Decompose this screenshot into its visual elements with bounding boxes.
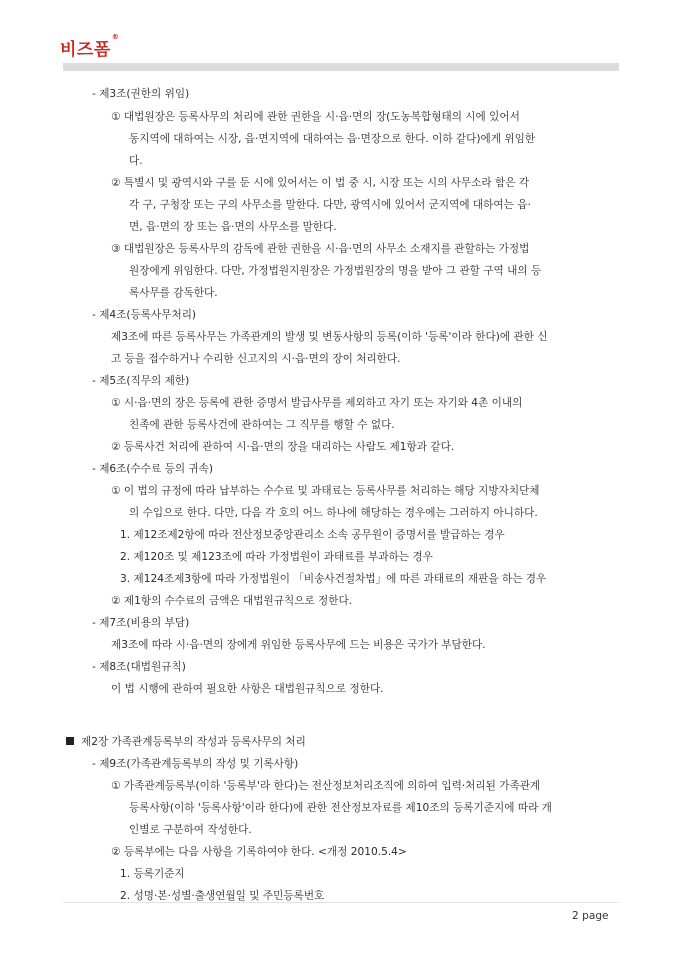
list-item: 3. 제124조제3항에 따라 가정법원이 「비송사건절차법」에 따른 과태료의 재판을 하는 경우 — [120, 573, 547, 585]
paragraph-line: ② 제1항의 수수료의 금액은 대법원규칙으로 정한다. — [111, 595, 353, 607]
article-heading: - 제6조(수수료 등의 귀속) — [92, 463, 214, 475]
footer-divider — [63, 902, 619, 903]
paragraph-line: 동지역에 대하여는 시장, 읍·면지역에 대하여는 읍·면장으로 한다. 이하 같다)에게 위임한 — [129, 133, 536, 145]
paragraph-line: ② 등록사건 처리에 관하여 시·읍·면의 장을 대리하는 사람도 제1항과 같다. — [111, 441, 455, 453]
logo-text: 비즈폼 — [60, 40, 111, 60]
paragraph-line: 원장에게 위임한다. 다만, 가정법원지원장은 가정법원장의 명을 받아 그 관할 구역 내의 등 — [129, 265, 542, 277]
paragraph-line: 제3조에 따라 시·읍·면의 장에게 위임한 등록사무에 드는 비용은 국가가 부담한다. — [111, 639, 486, 651]
paragraph-line: 이 법 시행에 관하여 필요한 사항은 대법원규칙으로 정한다. — [111, 683, 384, 695]
article-heading: - 제3조(권한의 위임) — [92, 88, 190, 100]
registered-mark: ® — [111, 33, 120, 41]
paragraph-line: 다. — [129, 155, 143, 167]
paragraph-line: ① 가족관계등록부(이하 '등록부'라 한다)는 전산정보처리조직에 의하여 입력·처리된 가족관계 — [111, 780, 541, 792]
paragraph-line: 친족에 관한 등록사건에 관하여는 그 직무를 행할 수 없다. — [129, 419, 395, 431]
article-heading: - 제8조(대법원규칙) — [92, 661, 186, 673]
article-heading: - 제4조(등록사무처리) — [92, 309, 197, 321]
bizform-logo — [60, 35, 119, 60]
list-item: 1. 등록기준지 — [120, 868, 185, 880]
paragraph-line: 고 등을 접수하거나 수리한 신고지의 시·읍·면의 장이 처리한다. — [111, 353, 401, 365]
list-item: 2. 성명·본·성별·출생연월일 및 주민등록번호 — [120, 890, 325, 902]
article-heading: - 제9조(가족관계등록부의 작성 및 기록사항) — [92, 758, 299, 770]
paragraph-line: ② 등록부에는 다음 사항을 기록하여야 한다. <개정 2010.5.4> — [111, 846, 407, 858]
paragraph-line: 면, 읍·면의 장 또는 읍·면의 사무소를 말한다. — [129, 221, 337, 233]
header-bar — [63, 63, 619, 71]
paragraph-line: ① 시·읍·면의 장은 등록에 관한 증명서 발급사무를 제외하고 자기 또는 자기와 4촌 이내의 — [111, 397, 523, 409]
page-number: 2 page — [572, 910, 609, 922]
list-item: 1. 제12조제2항에 따라 전산정보중앙관리소 소속 공무원이 증명서를 발급하는 경우 — [120, 529, 505, 541]
square-bullet-icon — [66, 737, 74, 745]
paragraph-line: 제3조에 따른 등록사무는 가족관계의 발생 및 변동사항의 등록(이하 '등록'이라 한다)에 관한 신 — [111, 331, 548, 343]
paragraph-line: 인별로 구분하여 작성한다. — [129, 824, 252, 836]
list-item: 2. 제120조 및 제123조에 따라 가정법원이 과태료를 부과하는 경우 — [120, 551, 433, 563]
chapter-title: 제2장 가족관계등록부의 작성과 등록사무의 처리 — [81, 736, 306, 748]
paragraph-line: ② 특별시 및 광역시와 구를 둔 시에 있어서는 이 법 중 시, 시장 또는 시의 사무소라 함은 각 — [111, 177, 530, 189]
paragraph-line: 록사무를 감독한다. — [129, 287, 218, 299]
paragraph-line: ③ 대법원장은 등록사무의 감독에 관한 권한을 시·읍·면의 사무소 소재지를 관할하는 가정법 — [111, 243, 530, 255]
paragraph-line: ① 이 법의 규정에 따라 납부하는 수수료 및 과태료는 등록사무를 처리하는 해당 지방자치단체 — [111, 485, 540, 497]
chapter-heading — [66, 735, 306, 749]
paragraph-line: 각 구, 구청장 또는 구의 사무소를 말한다. 다만, 광역시에 있어서 군지역에 대하여는 읍· — [129, 199, 531, 211]
article-heading: - 제7조(비용의 부담) — [92, 617, 190, 629]
paragraph-line: ① 대법원장은 등록사무의 처리에 관한 권한을 시·읍·면의 장(도농복합형태의 시에 있어서 — [111, 111, 520, 123]
article-heading: - 제5조(직무의 제한) — [92, 375, 190, 387]
paragraph-line: 등록사항(이하 '등록사항'이라 한다)에 관한 전산정보자료를 제10조의 등록기준지에 따라 개 — [129, 802, 552, 814]
paragraph-line: 의 수입으로 한다. 다만, 다음 각 호의 어느 하나에 해당하는 경우에는 그러하지 아니하다. — [129, 507, 538, 519]
